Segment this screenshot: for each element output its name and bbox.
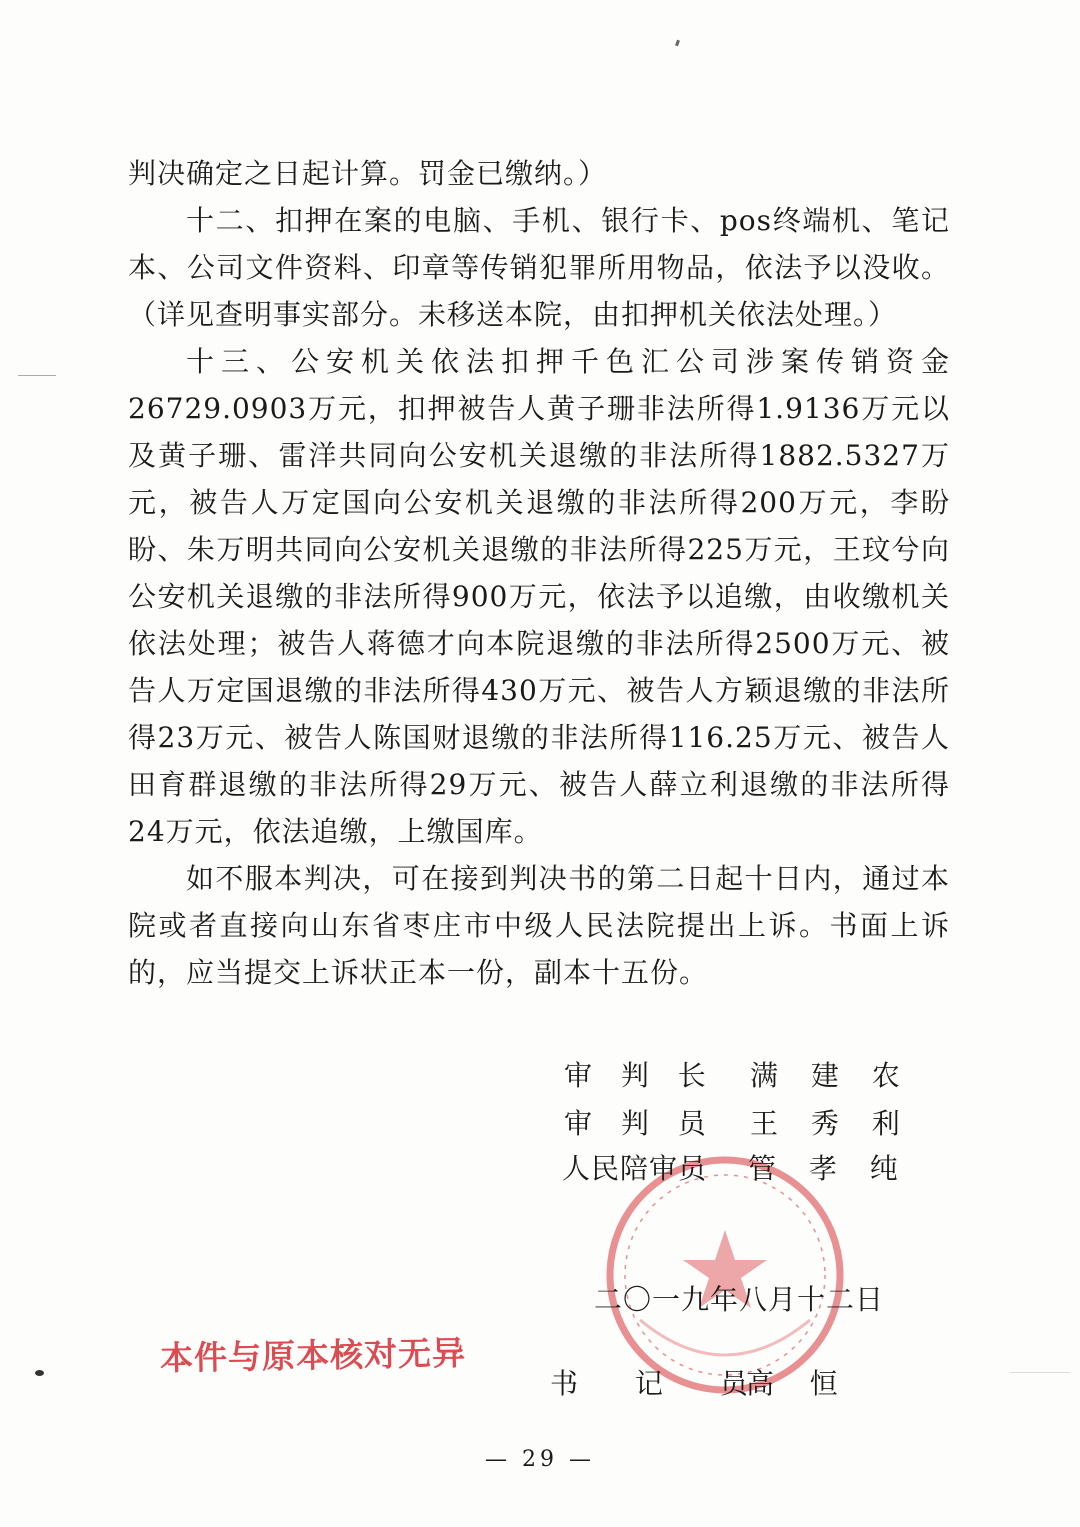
- chief-judge-name: 满 建 农: [750, 1059, 912, 1092]
- paragraph-item-13: 十三、公安机关依法扣押千色汇公司涉案传销资金26729.0903万元，扣押被告人黄子珊非法所得1.9136万元以及黄子珊、雷洋共同向公安机关退缴的非法所得1882.5327万元，被告人万定国向公安机关退缴的非法所得200万元，李盼盼、朱万明共同向公安机关退缴的非法所得225万元，王玟兮向公安机关退缴的非法所得900万元，依法予以追缴，由收缴机关依法处理；被告人蒋德才向本院退缴的非法所得2500万元、被告人万定国退缴的非法所得430万元、被告人方颖退缴的非法所得23万元、被告人陈国财退缴的非法所得116.25万元、被告人田育群退缴的非法所得29万元、被告人薛立利退缴的非法所得24万元，依法追缴，上缴国库。: [128, 345, 950, 848]
- clerk-role: 书 记 员: [550, 1367, 772, 1400]
- signature-juror: [562, 1145, 910, 1193]
- judgment-body: [128, 150, 950, 996]
- scan-speck: [675, 40, 680, 47]
- chief-judge-role: 审 判 长: [564, 1059, 716, 1092]
- juror-name: 管 孝 纯: [748, 1152, 910, 1185]
- scan-speck: [35, 1370, 44, 1376]
- paragraph-item-12: 十二、扣押在案的电脑、手机、银行卡、pos终端机、笔记本、公司文件资料、印章等传销犯罪所用物品，依法予以没收。（详见查明事实部分。未移送本院，由扣押机关依法处理。）: [128, 204, 950, 331]
- signature-clerk: [550, 1360, 890, 1408]
- copy-verified-stamp: 本件与原本核对无异: [159, 1333, 467, 1378]
- page-number: — 29 —: [485, 1447, 595, 1472]
- signature-judge: [564, 1100, 912, 1148]
- judge-name: 王 秀 利: [750, 1107, 912, 1140]
- judgment-date: 二〇一九年八月十二日: [594, 1283, 885, 1316]
- paragraph-appeal-notice: 如不服本判决，可在接到判决书的第二日起十日内，通过本院或者直接向山东省枣庄市中级人民法院提出上诉。书面上诉的，应当提交上诉状正本一份，副本十五份。: [128, 862, 950, 989]
- juror-role: 人民陪审员: [562, 1152, 708, 1185]
- scan-speck: [1010, 1372, 1070, 1373]
- judge-role: 审 判 员: [564, 1107, 716, 1140]
- signature-chief-judge: [564, 1052, 912, 1100]
- scan-speck: [18, 375, 56, 376]
- paragraph-fine-note: 判决确定之日起计算。罚金已缴纳。）: [128, 157, 608, 190]
- clerk-name: 高 恒: [746, 1367, 838, 1400]
